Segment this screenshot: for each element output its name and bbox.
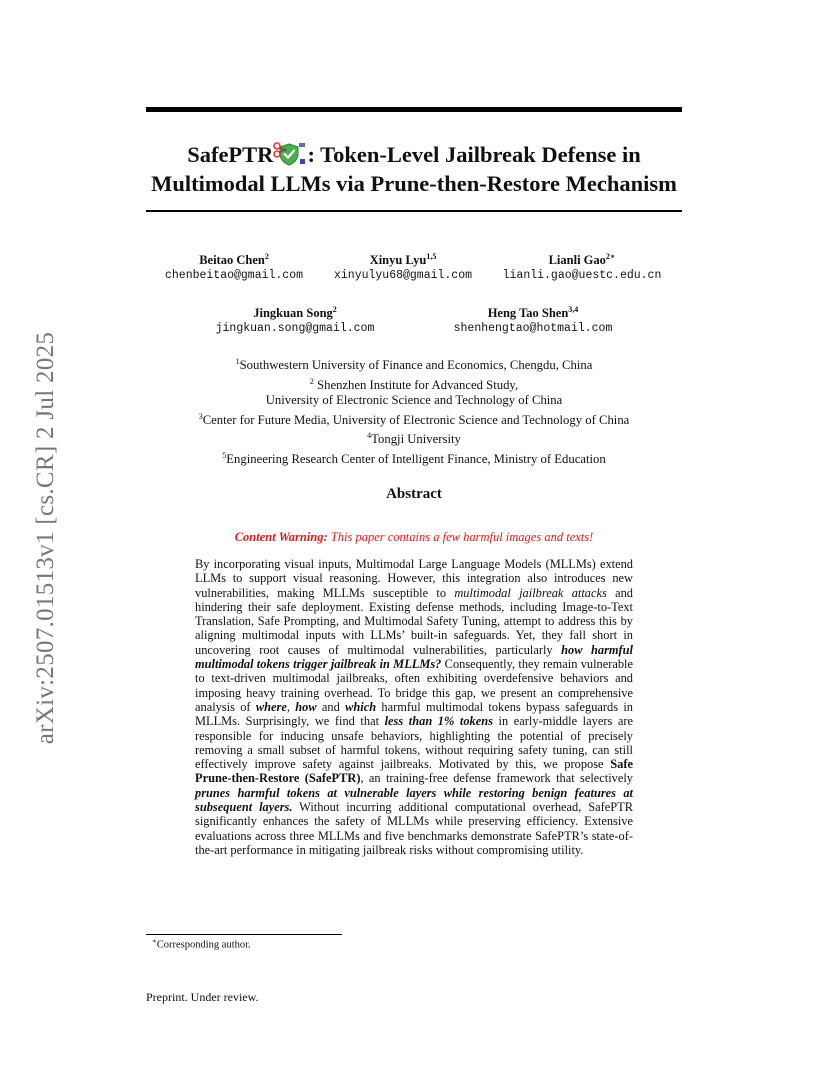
abstract-heading: Abstract [386,486,442,502]
footnote: ∗Corresponding author. [152,937,251,951]
affiliation-line: $^2$ Shenzhen Institute for Advanced Study, [309,376,519,392]
title-line-2: Multimodal LLMs via Prune-then-Restore Mechanism [151,171,677,196]
affiliation-line: University of Electronic Science and Technology of China [265,393,563,408]
abstract-body: By incorporating visual inputs, Multimodal Large Language Models (MLLMs) extend LLMs to support visual reasoning. However, this integration also introduces new vulnerabilities, making MLLMs susceptible to multimodal jailbreak attacks and hindering their safe deployment. Existing defense methods, including Image-to-Text Translation, Safe Prompting, and Multimodal Safety Tuning, attempt to address this by aligning multimodal inputs with LLMs’ built-in safeguards. Yet, they fall short in uncovering root causes of multimodal vulnerabilities, particularly how harmful multimodal tokens trigger jailbreak in MLLMs? Consequently, they remain vulnerable to text-driven multimodal jailbreaks, often exhibiting overdefensive behaviors and imposing heavy training overhead. To bridge this gap, we present an comprehensive analysis of where, how and which harmful multimodal tokens bypass safeguards in MLLMs. Surprisingly, we find that less than 1% tokens in early-middle layers are responsible for inducing unsafe behaviors, highlighting the potential of precisely removing a small subset of harmful tokens, without requiring safety tuning, can still effectively improve safety against jailbreaks. Motivated by this, we propose Safe Prune-then-Restore (SafePTR), an training-free defense framework that selectively prunes harmful tokens at vulnerable layers while restoring benign features at subsequent layers. Without incurring additional computational overhead, SafePTR significantly enhances the safety of MLLMs while preserving efficiency. Extensive evaluations across three MLLMs and five benchmarks demonstrate SafePTR’s state-of-the-art performance in mitigating jailbreak risks without compromising utility. [195,557,634,857]
author-affil-sup: 2∗ [605,252,616,261]
warning-text: This paper contains a few harmful images and texts! [327,530,594,544]
title-rule-bottom [146,210,682,212]
affiliation-line: $^5$Engineering Research Center of Intelligent Finance, Ministry of Education [222,450,606,467]
author-affil-sup: 3,4 [568,305,579,314]
author-email: jingkuan.song@gmail.com [215,322,375,336]
footnote-rule [146,934,342,935]
author-affil-sup: 1,5 [426,252,437,261]
title-part-1: SafePTR [187,142,274,167]
author-affil-sup: 2 [332,305,337,314]
author-name: Beitao Chen [199,253,265,268]
title-part-2: : Token-Level Jailbreak Defense in [307,142,641,167]
preprint-notice: Preprint. Under review. [146,990,259,1004]
scissors-shield-icon [273,141,307,167]
affiliation-line: $^4$Tongji University [367,431,461,447]
affiliation-line: $^3$Center for Future Media, University of Electronic Science and Technology of China [198,411,630,427]
paper-title [100,140,728,198]
author-3 [482,249,682,284]
arxiv-identifier: arXiv:2507.01513v1 [cs.CR] 2 Jul 2025 [32,331,59,745]
author-email: chenbeitao@gmail.com [164,269,304,283]
author-email: shenhengtao@hotmail.com [453,322,613,336]
author-2 [303,249,503,284]
warning-label: Content Warning: [234,530,328,544]
author-5 [433,302,633,337]
author-name: Heng Tao Shen [487,306,569,321]
author-email: lianli.gao@uestc.edu.cn [502,269,662,283]
affiliation-line: $^1$Southwestern University of Finance and Economics, Chengdu, China [235,357,593,373]
author-email: xinyulyu68@gmail.com [333,269,473,283]
author-name: Lianli Gao [548,253,606,268]
title-rule-top [146,107,682,112]
author-affil-sup: 2 [264,252,269,261]
affiliations [130,354,698,468]
author-name: Xinyu Lyu [369,253,427,268]
author-name: Jingkuan Song [253,306,333,321]
content-warning [180,530,648,545]
author-4 [195,302,395,337]
